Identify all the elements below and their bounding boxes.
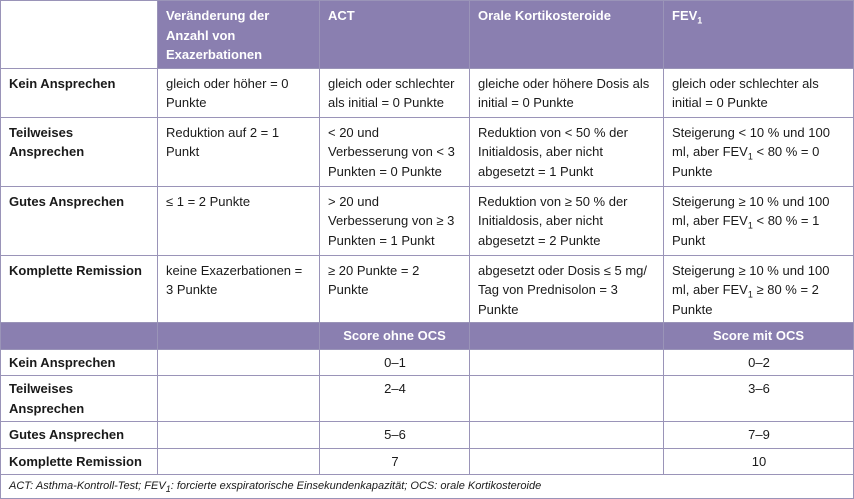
score-with-ocs: 7–9 — [664, 422, 854, 449]
footnote-row — [1, 475, 854, 499]
score-empty-cell — [158, 422, 320, 449]
score-row-label: Gutes Ansprechen — [1, 422, 158, 449]
score-without-ocs: 7 — [320, 448, 470, 475]
score-header-blank — [158, 323, 320, 350]
cell-fev1-text-b: < 80 % = 1 Punkt — [672, 213, 820, 248]
cell-fev1 — [664, 117, 854, 186]
score-without-ocs: 5–6 — [320, 422, 470, 449]
score-with-ocs: 10 — [664, 448, 854, 475]
criteria-row-remission — [1, 255, 854, 323]
cell-ocs: gleiche oder höhere Dosis als initial = 0 Punkte — [470, 68, 664, 117]
cell-act: < 20 und Verbesserung von < 3 Punkten = 0 Punkte — [320, 117, 470, 186]
header-fev1-sub: 1 — [697, 15, 703, 26]
score-header-without-ocs: Score ohne OCS — [320, 323, 470, 350]
criteria-row-teilweise — [1, 117, 854, 186]
cell-exacerbations: Reduktion auf 2 = 1 Punkt — [158, 117, 320, 186]
criteria-header-row — [1, 1, 854, 69]
cell-fev1-text-a: Steigerung ≥ 10 % und 100 ml, aber FEV — [672, 262, 830, 297]
header-blank-cell — [1, 1, 158, 69]
cell-fev1-text-a: Steigerung < 10 % und 100 ml, aber FEV — [672, 124, 830, 159]
cell-exacerbations: ≤ 1 = 2 Punkte — [158, 186, 320, 255]
cell-fev1-text-a: Steigerung ≥ 10 % und 100 ml, aber FEV — [672, 193, 830, 228]
score-empty-cell — [158, 349, 320, 376]
cell-fev1-sub: 1 — [747, 289, 753, 300]
footnote — [1, 475, 854, 499]
cell-act: > 20 und Verbesserung von ≥ 3 Punkten = 1 Punkt — [320, 186, 470, 255]
cell-fev1-text-b: ≥ 80 % = 2 Punkte — [672, 282, 819, 317]
row-label: Komplette Remission — [1, 255, 158, 323]
footnote-text-b: : forcierte exspiratorische Einsekundenkapazität; OCS: orale Kortikosteroide — [170, 480, 542, 492]
cell-exacerbations: keine Exazerbationen = 3 Punkte — [158, 255, 320, 323]
cell-act: gleich oder schlechter als initial = 0 Punkte — [320, 68, 470, 117]
score-empty-cell — [158, 448, 320, 475]
cell-ocs: Reduktion von < 50 % der Initialdosis, aber nicht abgesetzt = 1 Punkt — [470, 117, 664, 186]
score-empty-cell — [470, 422, 664, 449]
score-row-label: Komplette Remission — [1, 448, 158, 475]
score-row-remission — [1, 448, 854, 475]
score-row-label: Kein Ansprechen — [1, 349, 158, 376]
row-label: Teilweises Ansprechen — [1, 117, 158, 186]
score-row-kein — [1, 349, 854, 376]
cell-fev1-sub: 1 — [747, 220, 753, 231]
cell-fev1 — [664, 255, 854, 323]
header-fev1 — [664, 1, 854, 69]
score-empty-cell — [470, 448, 664, 475]
score-with-ocs: 0–2 — [664, 349, 854, 376]
score-header-with-ocs: Score mit OCS — [664, 323, 854, 350]
cell-fev1-text-b: < 80 % = 0 Punkte — [672, 144, 820, 179]
header-fev1-main: FEV — [672, 8, 698, 23]
score-with-ocs: 3–6 — [664, 376, 854, 422]
score-row-gut — [1, 422, 854, 449]
score-row-label: Teilweises Ansprechen — [1, 376, 158, 422]
score-row-teilweise — [1, 376, 854, 422]
header-ocs: Orale Kortikosteroide — [470, 1, 664, 69]
cell-fev1: gleich oder schlechter als initial = 0 Punkte — [664, 68, 854, 117]
header-exacerbations: Veränderung der Anzahl von Exazerbationen — [158, 1, 320, 69]
score-without-ocs: 2–4 — [320, 376, 470, 422]
cell-act: ≥ 20 Punkte = 2 Punkte — [320, 255, 470, 323]
score-empty-cell — [470, 349, 664, 376]
header-act: ACT — [320, 1, 470, 69]
cell-ocs: abgesetzt oder Dosis ≤ 5 mg/ Tag von Prednisolon = 3 Punkte — [470, 255, 664, 323]
score-empty-cell — [470, 376, 664, 422]
score-header-blank — [470, 323, 664, 350]
criteria-row-kein — [1, 68, 854, 117]
cell-ocs: Reduktion von ≥ 50 % der Initialdosis, aber nicht abgesetzt = 2 Punkte — [470, 186, 664, 255]
cell-fev1-sub: 1 — [747, 151, 753, 162]
row-label: Gutes Ansprechen — [1, 186, 158, 255]
score-header-row — [1, 323, 854, 350]
row-label: Kein Ansprechen — [1, 68, 158, 117]
criteria-row-gut — [1, 186, 854, 255]
score-without-ocs: 0–1 — [320, 349, 470, 376]
footnote-text-a: ACT: Asthma-Kontroll-Test; FEV — [9, 480, 166, 492]
score-empty-cell — [158, 376, 320, 422]
cell-exacerbations: gleich oder höher = 0 Punkte — [158, 68, 320, 117]
score-header-blank — [1, 323, 158, 350]
cell-fev1 — [664, 186, 854, 255]
footnote-sub: 1 — [165, 484, 171, 495]
